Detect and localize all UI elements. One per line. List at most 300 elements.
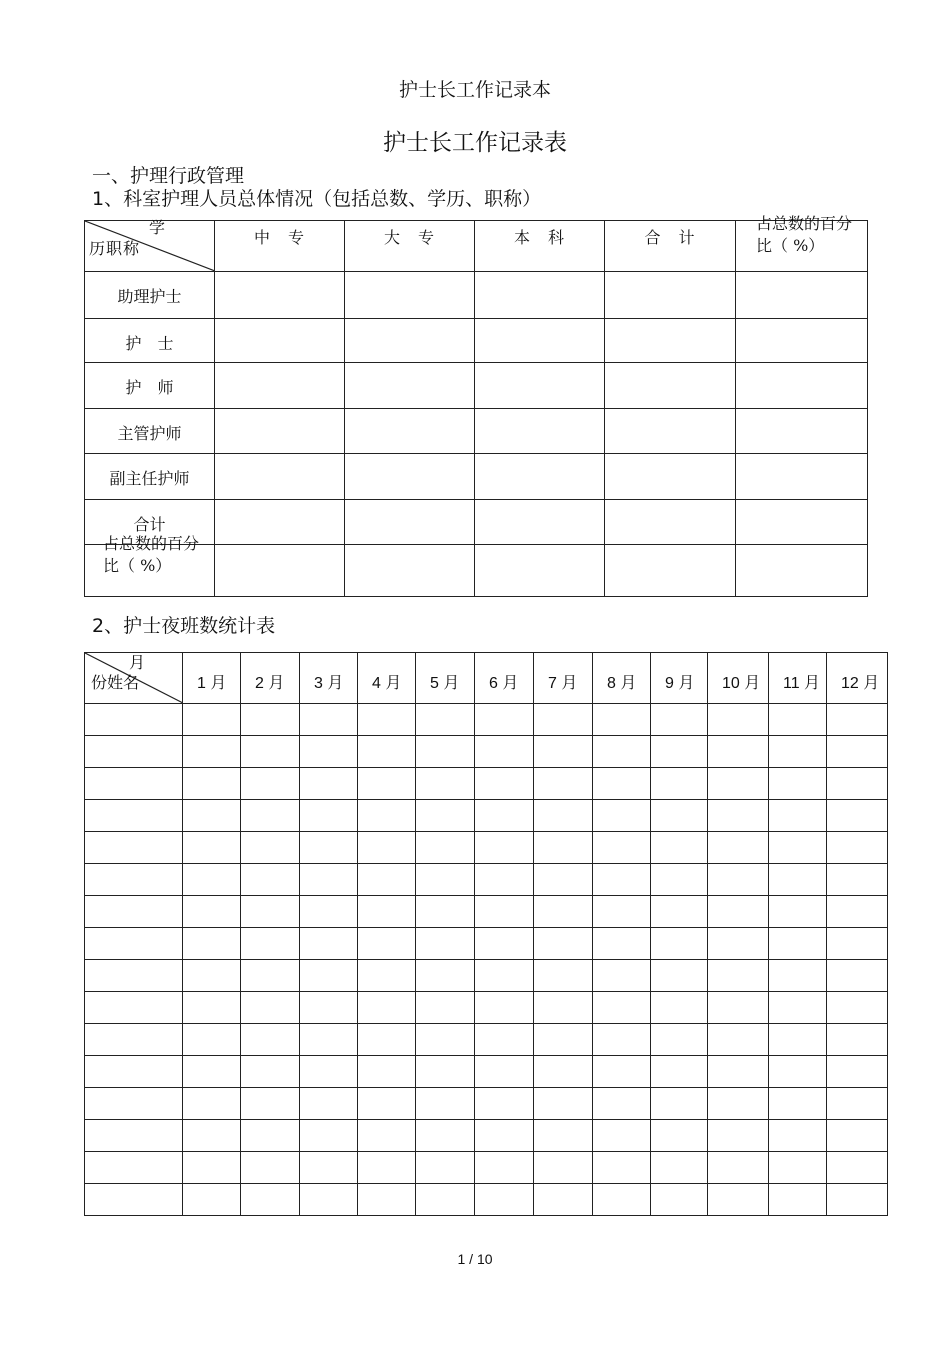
row-label: 合计 xyxy=(85,500,215,545)
table-cell[interactable] xyxy=(416,864,475,896)
table-cell[interactable] xyxy=(358,928,416,960)
table-cell[interactable] xyxy=(827,1152,888,1184)
table-cell[interactable] xyxy=(241,1056,300,1088)
table-cell[interactable] xyxy=(416,1024,475,1056)
table-row xyxy=(85,704,888,736)
table-cell[interactable] xyxy=(534,800,593,832)
table-cell[interactable] xyxy=(593,1120,651,1152)
table-cell[interactable] xyxy=(827,1184,888,1216)
table-row xyxy=(85,832,888,864)
table-cell[interactable] xyxy=(736,363,868,409)
table-cell[interactable] xyxy=(708,800,769,832)
table-cell[interactable] xyxy=(534,896,593,928)
table-cell[interactable] xyxy=(827,736,888,768)
table-cell[interactable] xyxy=(475,1184,534,1216)
page-number: 1 / 10 xyxy=(457,1251,493,1267)
table-cell[interactable] xyxy=(416,1088,475,1120)
table-cell[interactable] xyxy=(241,1024,300,1056)
table-cell[interactable] xyxy=(183,1120,241,1152)
table-cell[interactable] xyxy=(534,1184,593,1216)
table-cell[interactable] xyxy=(345,319,475,363)
month-header xyxy=(534,653,593,704)
table-cell[interactable] xyxy=(593,832,651,864)
table-cell[interactable] xyxy=(300,1056,358,1088)
table-cell[interactable] xyxy=(593,992,651,1024)
table-cell[interactable] xyxy=(300,928,358,960)
staff-overview-table xyxy=(84,214,868,597)
table-cell[interactable] xyxy=(358,704,416,736)
table-cell[interactable] xyxy=(183,1056,241,1088)
table-cell[interactable] xyxy=(215,272,345,319)
table-cell[interactable] xyxy=(534,992,593,1024)
month-label: 6 月 xyxy=(489,675,519,692)
name-cell[interactable] xyxy=(85,992,183,1024)
table-cell[interactable] xyxy=(651,1024,708,1056)
table-cell[interactable] xyxy=(300,992,358,1024)
table-cell[interactable] xyxy=(769,1184,827,1216)
table-cell[interactable] xyxy=(827,1024,888,1056)
row-label: 主管护师 xyxy=(85,409,215,454)
table-cell[interactable] xyxy=(183,1152,241,1184)
table-cell[interactable] xyxy=(534,1152,593,1184)
month-label: 9 月 xyxy=(665,675,695,692)
table-cell[interactable] xyxy=(241,704,300,736)
table-cell[interactable] xyxy=(827,992,888,1024)
table-cell[interactable] xyxy=(475,1120,534,1152)
row-label: 护 士 xyxy=(85,319,215,363)
table-cell[interactable] xyxy=(416,736,475,768)
name-cell[interactable] xyxy=(85,768,183,800)
table-cell[interactable] xyxy=(241,736,300,768)
name-cell[interactable] xyxy=(85,1152,183,1184)
table-cell[interactable] xyxy=(593,864,651,896)
table-cell[interactable] xyxy=(769,960,827,992)
table-cell[interactable] xyxy=(475,960,534,992)
table-cell[interactable] xyxy=(593,800,651,832)
document-title: 护士长工作记录本 xyxy=(398,79,551,101)
table-row xyxy=(85,736,888,768)
table-cell[interactable] xyxy=(605,363,736,409)
table-cell[interactable] xyxy=(300,768,358,800)
table-cell[interactable] xyxy=(300,1152,358,1184)
table-cell[interactable] xyxy=(183,1088,241,1120)
table-cell[interactable] xyxy=(651,1088,708,1120)
table-cell[interactable] xyxy=(827,1120,888,1152)
table-cell[interactable] xyxy=(345,272,475,319)
table-cell[interactable] xyxy=(358,1056,416,1088)
month-label: 10 月 xyxy=(722,675,761,692)
row-label: 助理护士 xyxy=(85,272,215,319)
table-row xyxy=(85,896,888,928)
table-cell[interactable] xyxy=(651,1120,708,1152)
month-header xyxy=(358,653,416,704)
table-cell[interactable] xyxy=(708,1056,769,1088)
table-cell[interactable] xyxy=(183,1024,241,1056)
section-heading: 一、护理行政管理 xyxy=(92,165,245,187)
table-row xyxy=(85,1056,888,1088)
table-cell[interactable] xyxy=(736,319,868,363)
name-cell[interactable] xyxy=(85,1056,183,1088)
table-cell[interactable] xyxy=(475,736,534,768)
table-cell[interactable] xyxy=(300,864,358,896)
table-cell[interactable] xyxy=(358,1088,416,1120)
table-cell[interactable] xyxy=(827,1088,888,1120)
table-cell[interactable] xyxy=(708,864,769,896)
table-cell[interactable] xyxy=(593,768,651,800)
table-cell[interactable] xyxy=(475,363,605,409)
table-cell[interactable] xyxy=(475,319,605,363)
table-cell[interactable] xyxy=(416,1152,475,1184)
month-header xyxy=(416,653,475,704)
table2-corner-cell xyxy=(85,653,183,704)
table-cell[interactable] xyxy=(769,832,827,864)
table-cell[interactable] xyxy=(605,319,736,363)
month-header xyxy=(300,653,358,704)
table-cell[interactable] xyxy=(215,454,345,500)
table-row xyxy=(85,768,888,800)
table-cell[interactable] xyxy=(416,800,475,832)
table-cell[interactable] xyxy=(475,1088,534,1120)
month-label: 5 月 xyxy=(430,675,460,692)
table-cell[interactable] xyxy=(534,1120,593,1152)
table-cell[interactable] xyxy=(183,704,241,736)
table-cell[interactable] xyxy=(736,454,868,500)
table-cell[interactable] xyxy=(358,832,416,864)
month-label: 4 月 xyxy=(372,675,402,692)
table-cell[interactable] xyxy=(300,1024,358,1056)
table-cell[interactable] xyxy=(651,1184,708,1216)
table-row xyxy=(85,1152,888,1184)
table-cell[interactable] xyxy=(345,409,475,454)
table-cell[interactable] xyxy=(475,704,534,736)
table-cell[interactable] xyxy=(708,960,769,992)
table-cell[interactable] xyxy=(827,1056,888,1088)
table-cell[interactable] xyxy=(736,545,868,597)
table-cell[interactable] xyxy=(651,736,708,768)
table-cell[interactable] xyxy=(241,1184,300,1216)
table-cell[interactable] xyxy=(345,545,475,597)
table-cell[interactable] xyxy=(827,896,888,928)
table-cell[interactable] xyxy=(534,736,593,768)
table-cell[interactable] xyxy=(300,1184,358,1216)
table-cell[interactable] xyxy=(475,272,605,319)
table-cell[interactable] xyxy=(241,960,300,992)
table-cell[interactable] xyxy=(651,1152,708,1184)
table-cell[interactable] xyxy=(475,768,534,800)
name-cell[interactable] xyxy=(85,864,183,896)
table-cell[interactable] xyxy=(769,1024,827,1056)
table-cell[interactable] xyxy=(215,500,345,545)
month-label: 7 月 xyxy=(548,675,578,692)
table-cell[interactable] xyxy=(651,1056,708,1088)
table-cell[interactable] xyxy=(769,992,827,1024)
table-cell[interactable] xyxy=(345,500,475,545)
table-cell[interactable] xyxy=(475,832,534,864)
table-row xyxy=(85,960,888,992)
table-cell[interactable] xyxy=(358,960,416,992)
table-cell[interactable] xyxy=(708,1088,769,1120)
month-header xyxy=(241,653,300,704)
table-cell[interactable] xyxy=(475,928,534,960)
table-row xyxy=(85,1120,888,1152)
table-cell[interactable] xyxy=(593,896,651,928)
table-cell[interactable] xyxy=(651,704,708,736)
table-cell[interactable] xyxy=(183,768,241,800)
table-cell[interactable] xyxy=(475,1024,534,1056)
table-cell[interactable] xyxy=(827,864,888,896)
table-cell[interactable] xyxy=(827,800,888,832)
table-cell[interactable] xyxy=(651,928,708,960)
table-cell[interactable] xyxy=(475,992,534,1024)
table-cell[interactable] xyxy=(215,545,345,597)
table-cell[interactable] xyxy=(241,768,300,800)
table-cell[interactable] xyxy=(534,928,593,960)
table-cell[interactable] xyxy=(534,832,593,864)
table-cell[interactable] xyxy=(475,454,605,500)
table-cell[interactable] xyxy=(736,272,868,319)
table-cell[interactable] xyxy=(300,1088,358,1120)
table-cell[interactable] xyxy=(475,1056,534,1088)
table-cell[interactable] xyxy=(769,736,827,768)
table-cell[interactable] xyxy=(651,832,708,864)
night-shift-table xyxy=(84,652,888,1216)
table-cell[interactable] xyxy=(593,736,651,768)
table-cell[interactable] xyxy=(593,1088,651,1120)
table-cell[interactable] xyxy=(183,928,241,960)
month-header xyxy=(708,653,769,704)
table-cell[interactable] xyxy=(769,896,827,928)
table-cell[interactable] xyxy=(593,1056,651,1088)
table-cell[interactable] xyxy=(534,1024,593,1056)
table-cell[interactable] xyxy=(358,800,416,832)
table-cell[interactable] xyxy=(300,704,358,736)
table-cell[interactable] xyxy=(183,864,241,896)
table-cell[interactable] xyxy=(241,864,300,896)
table-cell[interactable] xyxy=(358,1152,416,1184)
table-cell[interactable] xyxy=(183,800,241,832)
table-cell[interactable] xyxy=(708,1120,769,1152)
table-cell[interactable] xyxy=(416,1184,475,1216)
table-cell[interactable] xyxy=(241,832,300,864)
name-cell[interactable] xyxy=(85,928,183,960)
table-cell[interactable] xyxy=(300,896,358,928)
table-cell[interactable] xyxy=(241,1088,300,1120)
table-cell[interactable] xyxy=(827,928,888,960)
table-cell[interactable] xyxy=(183,960,241,992)
column-header: 占总数的百分比（ %） xyxy=(736,221,868,272)
table-cell[interactable] xyxy=(183,832,241,864)
month-header xyxy=(651,653,708,704)
name-cell[interactable] xyxy=(85,1184,183,1216)
corner-label-top: 学 xyxy=(149,218,167,237)
table-cell[interactable] xyxy=(416,928,475,960)
table-cell[interactable] xyxy=(593,1024,651,1056)
table-cell[interactable] xyxy=(215,409,345,454)
table-cell[interactable] xyxy=(534,1056,593,1088)
table-cell[interactable] xyxy=(345,454,475,500)
table-cell[interactable] xyxy=(300,960,358,992)
table-cell[interactable] xyxy=(416,992,475,1024)
column-header: 中 专 xyxy=(215,221,345,272)
table-cell[interactable] xyxy=(708,1152,769,1184)
month-label: 12 月 xyxy=(841,675,880,692)
month-label: 2 月 xyxy=(255,675,285,692)
table-cell[interactable] xyxy=(183,1184,241,1216)
table-cell[interactable] xyxy=(475,409,605,454)
name-cell[interactable] xyxy=(85,1024,183,1056)
column-header: 合 计 xyxy=(605,221,736,272)
table-cell[interactable] xyxy=(827,960,888,992)
table-cell[interactable] xyxy=(358,768,416,800)
table-cell[interactable] xyxy=(708,896,769,928)
table-cell[interactable] xyxy=(416,1120,475,1152)
table-cell[interactable] xyxy=(183,992,241,1024)
table-cell[interactable] xyxy=(769,1120,827,1152)
name-cell[interactable] xyxy=(85,704,183,736)
table-cell[interactable] xyxy=(593,1184,651,1216)
month-header xyxy=(475,653,534,704)
table-row xyxy=(85,1024,888,1056)
table-cell[interactable] xyxy=(708,704,769,736)
table-cell[interactable] xyxy=(827,832,888,864)
table-cell[interactable] xyxy=(358,896,416,928)
name-cell[interactable] xyxy=(85,960,183,992)
month-label: 11 月 xyxy=(783,675,821,692)
corner-label-top: 月 xyxy=(129,655,146,672)
table-cell[interactable] xyxy=(358,864,416,896)
month-label: 8 月 xyxy=(607,675,637,692)
table-cell[interactable] xyxy=(534,1088,593,1120)
table-cell[interactable] xyxy=(769,864,827,896)
table-cell[interactable] xyxy=(605,272,736,319)
table-cell[interactable] xyxy=(605,500,736,545)
name-cell[interactable] xyxy=(85,1120,183,1152)
table-cell[interactable] xyxy=(651,800,708,832)
table-cell[interactable] xyxy=(475,545,605,597)
table-cell[interactable] xyxy=(769,704,827,736)
table-row xyxy=(85,992,888,1024)
table-cell[interactable] xyxy=(475,896,534,928)
table-cell[interactable] xyxy=(605,409,736,454)
table-cell[interactable] xyxy=(769,928,827,960)
row-label: 占总数的百分比（ %） xyxy=(85,545,215,597)
name-cell[interactable] xyxy=(85,800,183,832)
table-cell[interactable] xyxy=(358,1120,416,1152)
table-cell[interactable] xyxy=(769,800,827,832)
corner-label-bottom: 份姓名 xyxy=(91,675,140,692)
table-cell[interactable] xyxy=(708,832,769,864)
table2-heading: 2、护士夜班数统计表 xyxy=(92,615,276,637)
month-header xyxy=(827,653,888,704)
table-cell[interactable] xyxy=(708,1024,769,1056)
table-cell[interactable] xyxy=(736,500,868,545)
row-label: 副主任护师 xyxy=(85,454,215,500)
name-cell[interactable] xyxy=(85,1088,183,1120)
table-cell[interactable] xyxy=(183,736,241,768)
table-cell[interactable] xyxy=(593,704,651,736)
table-cell[interactable] xyxy=(708,992,769,1024)
table-cell[interactable] xyxy=(300,832,358,864)
table-cell[interactable] xyxy=(827,768,888,800)
table-cell[interactable] xyxy=(736,409,868,454)
table-cell[interactable] xyxy=(593,1152,651,1184)
table-cell[interactable] xyxy=(708,928,769,960)
table-cell[interactable] xyxy=(708,736,769,768)
table-cell[interactable] xyxy=(215,363,345,409)
table-cell[interactable] xyxy=(241,992,300,1024)
table-cell[interactable] xyxy=(651,768,708,800)
table-cell[interactable] xyxy=(651,992,708,1024)
table-cell[interactable] xyxy=(708,768,769,800)
table-cell[interactable] xyxy=(300,736,358,768)
table-cell[interactable] xyxy=(769,1056,827,1088)
table-cell[interactable] xyxy=(241,896,300,928)
table-cell[interactable] xyxy=(534,704,593,736)
table-cell[interactable] xyxy=(593,928,651,960)
table-cell[interactable] xyxy=(416,960,475,992)
table-cell[interactable] xyxy=(534,960,593,992)
name-cell[interactable] xyxy=(85,896,183,928)
table-cell[interactable] xyxy=(475,800,534,832)
table-cell[interactable] xyxy=(651,960,708,992)
column-header: 大 专 xyxy=(345,221,475,272)
table-cell[interactable] xyxy=(416,832,475,864)
table-row xyxy=(85,1184,888,1216)
table-cell[interactable] xyxy=(475,864,534,896)
name-cell[interactable] xyxy=(85,832,183,864)
table-cell[interactable] xyxy=(241,800,300,832)
table-cell[interactable] xyxy=(651,864,708,896)
name-cell[interactable] xyxy=(85,736,183,768)
table-cell[interactable] xyxy=(241,928,300,960)
table-cell[interactable] xyxy=(300,1120,358,1152)
table-cell[interactable] xyxy=(241,1120,300,1152)
table-cell[interactable] xyxy=(475,500,605,545)
table-cell[interactable] xyxy=(769,768,827,800)
table-cell[interactable] xyxy=(416,704,475,736)
table-cell[interactable] xyxy=(241,1152,300,1184)
row-label: 护 师 xyxy=(85,363,215,409)
table-row xyxy=(85,928,888,960)
corner-label-bottom: 历职称 xyxy=(89,239,141,258)
table-cell[interactable] xyxy=(183,896,241,928)
table-cell[interactable] xyxy=(416,768,475,800)
month-header xyxy=(183,653,241,704)
table-cell[interactable] xyxy=(358,1024,416,1056)
table-cell[interactable] xyxy=(708,1184,769,1216)
table-cell[interactable] xyxy=(769,1088,827,1120)
table-cell[interactable] xyxy=(651,896,708,928)
table-cell[interactable] xyxy=(827,704,888,736)
table-cell[interactable] xyxy=(534,864,593,896)
table-cell[interactable] xyxy=(534,768,593,800)
table-cell[interactable] xyxy=(605,545,736,597)
table-cell[interactable] xyxy=(769,1152,827,1184)
table-cell[interactable] xyxy=(416,896,475,928)
table-cell[interactable] xyxy=(358,736,416,768)
table-cell[interactable] xyxy=(358,1184,416,1216)
column-header: 本 科 xyxy=(475,221,605,272)
table-cell[interactable] xyxy=(475,1152,534,1184)
table-cell[interactable] xyxy=(358,992,416,1024)
table-cell[interactable] xyxy=(416,1056,475,1088)
table-cell[interactable] xyxy=(605,454,736,500)
table-cell[interactable] xyxy=(215,319,345,363)
table-cell[interactable] xyxy=(300,800,358,832)
table-cell[interactable] xyxy=(345,363,475,409)
month-label: 1 月 xyxy=(197,675,227,692)
table-cell[interactable] xyxy=(593,960,651,992)
